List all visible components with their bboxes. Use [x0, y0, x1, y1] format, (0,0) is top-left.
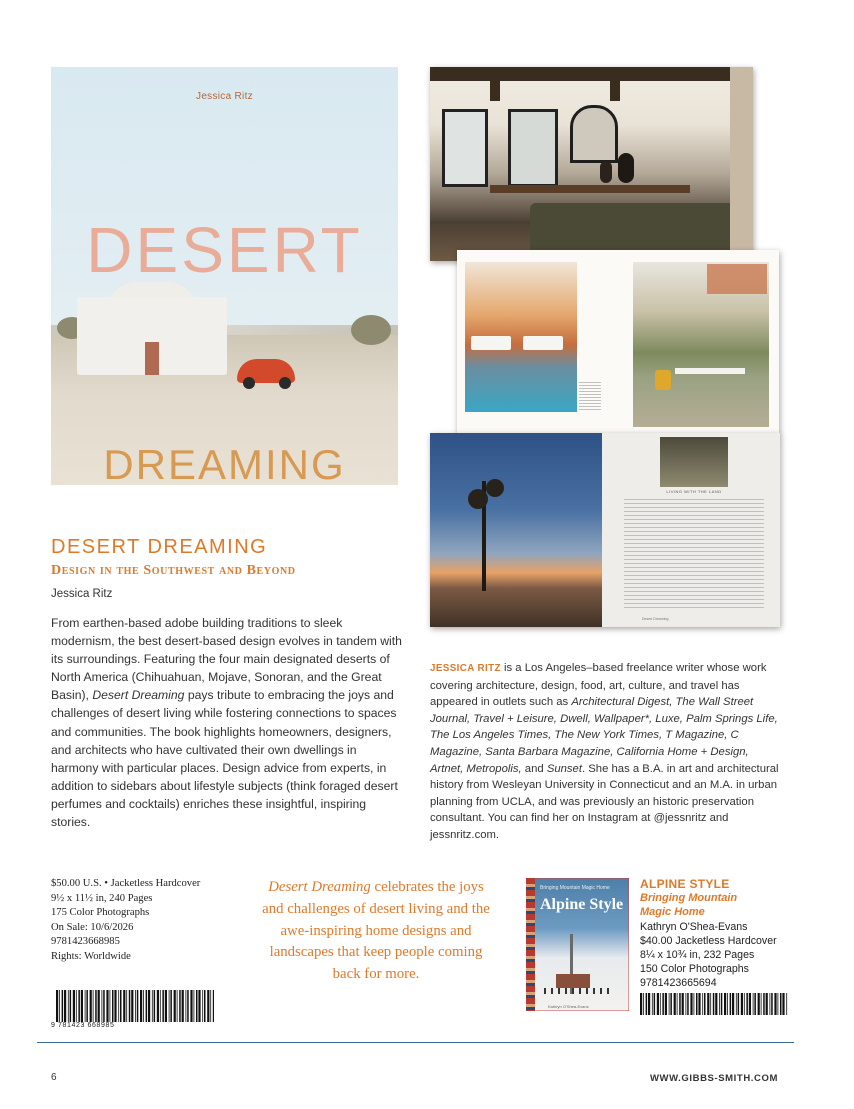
barcode-bar: [665, 993, 667, 1015]
barcode-bar: [713, 993, 715, 1015]
barcode-bar: [207, 990, 209, 1022]
spec-price: $50.00 U.S. • Jacketless Hardcover: [51, 878, 201, 889]
barcode-bar: [154, 990, 156, 1022]
barcode-bar: [686, 993, 687, 1015]
book-specs: [51, 877, 200, 965]
barcode-bar: [662, 993, 664, 1015]
barcode-bar: [640, 993, 642, 1015]
barcode-bar: [106, 990, 108, 1022]
barcode-bar: [648, 993, 650, 1015]
barcode-bar: [62, 990, 64, 1022]
barcode-bar: [732, 993, 734, 1015]
barcode-bar: [669, 993, 670, 1015]
barcode-bar: [687, 993, 689, 1015]
related-spec-size: 8¼ x 10¾ in, 232 Pages: [640, 949, 755, 962]
barcode-bar: [85, 990, 86, 1022]
barcode-bar: [93, 990, 94, 1022]
barcode-bar: [198, 990, 200, 1022]
barcode-bar: [81, 990, 83, 1022]
barcode-bar: [682, 993, 684, 1015]
barcode-bar: [778, 993, 779, 1015]
cover-title-line1: DESERT: [86, 214, 363, 286]
book-cover: [51, 67, 398, 485]
description-part-1: From earthen-based adobe building traditions to sleek modernism, the best desert-based design evolves in tandem with its surroundings. Featuring the four main designated deserts of North America (Chihuahuan, Mojave, Sonoran, and the Great Basin),: [51, 616, 402, 703]
barcode-bar: [758, 993, 760, 1015]
barcode-bar: [736, 993, 737, 1015]
barcode-bar: [643, 993, 644, 1015]
barcode-bar: [112, 990, 114, 1022]
barcode-bar: [179, 990, 181, 1022]
barcode-bar: [744, 993, 745, 1015]
barcode-bar: [140, 990, 142, 1022]
barcode-bar: [194, 990, 195, 1022]
barcode-bar: [204, 990, 206, 1022]
related-barcode-graphic: [640, 993, 788, 1015]
footer-rule: [37, 1042, 794, 1043]
barcode-bar: [738, 993, 740, 1015]
related-title: ALPINE STYLE: [640, 877, 730, 891]
barcode-bar: [90, 990, 92, 1022]
barcode-bar: [114, 990, 116, 1022]
quote-text: celebrates the joys and challenges of desert living and the awe-inspiring home designs and landscapes that keep people coming back for more.: [262, 879, 490, 983]
barcode-bar: [170, 990, 172, 1022]
barcode-bar: [76, 990, 77, 1022]
barcode-bar: [110, 990, 111, 1022]
barcode-bar: [749, 993, 751, 1015]
related-cover-author: Kathryn O'Shea-Evans: [548, 1004, 589, 1009]
barcode-bar: [657, 993, 659, 1015]
barcode-bar: [746, 993, 748, 1015]
related-spec-price: $40.00 Jacketless Hardcover: [640, 934, 777, 947]
barcode-bar: [780, 993, 782, 1015]
barcode-bar: [131, 990, 133, 1022]
barcode-bar: [690, 993, 692, 1015]
barcode-bar: [679, 993, 681, 1015]
page-number: 6: [51, 1072, 57, 1083]
barcode-bar: [187, 990, 189, 1022]
spec-rights: Rights: Worldwide: [51, 950, 131, 962]
spec-onsale: On Sale: 10/6/2026: [51, 921, 134, 933]
barcode-graphic: [56, 990, 214, 1022]
barcode-bar: [721, 993, 723, 1015]
author-bio: [430, 660, 780, 844]
barcode-bar: [770, 993, 771, 1015]
barcode-bar: [719, 993, 720, 1015]
barcode-bar: [169, 990, 170, 1022]
barcode-bar: [196, 990, 198, 1022]
barcode-bar: [698, 993, 700, 1015]
spec-size: 9½ x 11½ in, 240 Pages: [51, 892, 153, 904]
quote-title: Desert Dreaming: [268, 879, 371, 895]
barcode-bar: [782, 993, 784, 1015]
barcode-bar: [646, 993, 648, 1015]
barcode-bar: [190, 990, 192, 1022]
barcode-bar: [70, 990, 72, 1022]
barcode-bar: [654, 993, 656, 1015]
barcode-bar: [73, 990, 75, 1022]
bio-text-1: is a Los Angeles–based freelance writer whose work covering architecture, design, food, art, culture, and travel has appeared in outlets such as: [430, 662, 767, 709]
description-title: Desert Dreaming: [92, 688, 185, 703]
barcode-bar: [95, 990, 97, 1022]
related-book-info: [640, 877, 777, 991]
barcode-bar: [766, 993, 768, 1015]
barcode-bar: [98, 990, 100, 1022]
related-spec-photos: 150 Color Photographs: [640, 963, 749, 976]
website-link[interactable]: WWW.GIBBS-SMITH.COM: [649, 1073, 778, 1084]
barcode-bar: [177, 990, 178, 1022]
barcode-bar: [786, 993, 787, 1015]
related-spec-isbn: 9781423665694: [640, 977, 717, 990]
barcode-bar: [137, 990, 139, 1022]
barcode-bar: [677, 993, 678, 1015]
spread-photo-pool: [457, 250, 779, 435]
barcode-bar: [152, 990, 153, 1022]
barcode-bar: [64, 990, 66, 1022]
barcode-bar: [157, 990, 159, 1022]
barcode-bar: [730, 993, 732, 1015]
barcode-bar: [710, 993, 711, 1015]
book-description: [51, 614, 406, 831]
barcode-bar: [704, 993, 706, 1015]
barcode-bar: [724, 993, 726, 1015]
related-cover-title: Alpine Style: [540, 896, 624, 913]
spread-page-label: Desert Dreaming: [642, 617, 669, 621]
barcode-bar: [102, 990, 103, 1022]
barcode-bar: [652, 993, 653, 1015]
book-subtitle: Design in the Southwest and Beyond: [51, 563, 296, 578]
related-subtitle-line1: Bringing Mountain: [640, 892, 738, 905]
barcode-bar: [761, 993, 762, 1015]
barcode-bar: [56, 990, 58, 1022]
barcode-bar: [174, 990, 176, 1022]
related-cover-header: Bringing Mountain Magic Home: [540, 885, 610, 891]
related-author: Kathryn O'Shea-Evans: [640, 920, 748, 933]
barcode-bar: [120, 990, 122, 1022]
barcode-bar: [162, 990, 164, 1022]
barcode-bar: [210, 990, 211, 1022]
barcode-bar: [202, 990, 203, 1022]
bio-text-3: . She has a B.A. in art and architectural history from Wesleyan University in Connecticut and an M.A. in urban planning from UCLA, and was previously an historic preservation consultant. You can find her on Instagram at @jessnritz and jessnritz.com.: [430, 762, 779, 841]
barcode-bar: [660, 993, 661, 1015]
barcode-bar: [694, 993, 695, 1015]
spec-isbn: 9781423668985: [51, 936, 120, 948]
barcode-bar: [702, 993, 703, 1015]
barcode-bar: [753, 993, 754, 1015]
barcode-bar: [126, 990, 127, 1022]
book-title: DESERT DREAMING: [51, 536, 268, 558]
book-author: Jessica Ritz: [51, 588, 113, 600]
barcode-bar: [86, 990, 88, 1022]
related-subtitle-line2: Magic Home: [640, 906, 705, 919]
bio-outlet-sunset: Sunset: [546, 762, 582, 775]
description-part-2: pays tribute to embracing the joys and challenges of desert living while fostering connections to spaces and communities. The book highlights homeowners, designers, and architects who have cultivated their own dwellings in harmony with particular places. Design advice from experts, in addition to sidebars about lifestyle subjects (think foraged desert perfumes and cocktails) enriches these insightful, inspiring stories.: [51, 688, 398, 830]
barcode-number: 9 781423 668985: [51, 1022, 115, 1029]
spread-photo-joshua-tree: [430, 433, 780, 627]
barcode-bar: [715, 993, 717, 1015]
barcode-bar: [59, 990, 60, 1022]
cover-title-line2: DREAMING: [103, 441, 346, 485]
barcode-bar: [774, 993, 776, 1015]
bio-outlets: Architectural Digest, The Wall Street Journal, Travel + Leisure, Dwell, Wallpaper*, Luxe, Palm Springs Life, The Los Angeles Times, The New York Times, T Magazine, C Magazine, Santa Barbara Magazine, California Home + Design, Artnet, Metropolis,: [430, 696, 778, 775]
barcode-bar: [727, 993, 728, 1015]
pull-quote: [262, 877, 490, 986]
spec-photos: 175 Color Photographs: [51, 907, 150, 919]
barcode-bar: [674, 993, 676, 1015]
barcode-bar: [741, 993, 743, 1015]
barcode-bar: [148, 990, 150, 1022]
barcode-bar: [160, 990, 161, 1022]
barcode-bar: [123, 990, 125, 1022]
barcode-bar: [118, 990, 119, 1022]
barcode-bar: [707, 993, 709, 1015]
barcode-bar: [213, 990, 214, 1022]
barcode-bar: [754, 993, 756, 1015]
barcode-bar: [103, 990, 105, 1022]
bio-text-2: and: [521, 762, 547, 775]
barcode-bar: [165, 990, 167, 1022]
barcode-bar: [696, 993, 698, 1015]
cover-author: Jessica Ritz: [196, 91, 253, 102]
related-book-cover: [526, 878, 629, 1011]
barcode-bar: [182, 990, 184, 1022]
interior-photo: [430, 67, 753, 261]
barcode-bar: [186, 990, 187, 1022]
barcode-bar: [68, 990, 69, 1022]
barcode-bar: [670, 993, 672, 1015]
barcode-bar: [135, 990, 136, 1022]
bio-name: JESSICA RITZ: [430, 663, 501, 674]
spread-heading: LIVING WITH THE LAND: [666, 489, 722, 494]
barcode-bar: [129, 990, 131, 1022]
barcode-bar: [78, 990, 80, 1022]
barcode-bar: [143, 990, 144, 1022]
barcode-bar: [771, 993, 773, 1015]
barcode-bar: [146, 990, 148, 1022]
barcode-bar: [763, 993, 765, 1015]
